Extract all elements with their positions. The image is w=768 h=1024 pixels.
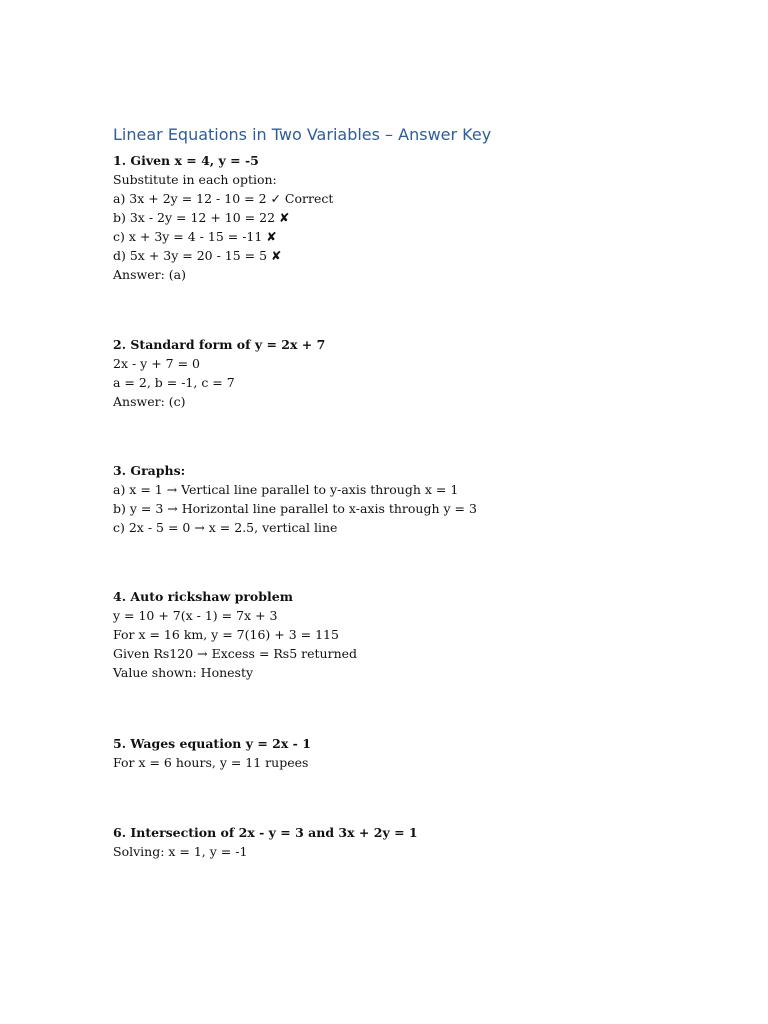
question-4-line: y = 10 + 7(x - 1) = 7x + 3 [113, 608, 278, 623]
question-2-answer: Answer: (c) [113, 394, 186, 409]
question-6-line: Solving: x = 1, y = -1 [113, 844, 248, 859]
question-1-heading: 1. Given x = 4, y = -5 [113, 153, 259, 168]
question-5-line: For x = 6 hours, y = 11 rupees [113, 755, 309, 770]
document-title: Linear Equations in Two Variables – Answer Key [113, 125, 492, 144]
question-1-line: b) 3x - 2y = 12 + 10 = 22 ✘ [113, 210, 290, 225]
question-3-heading: 3. Graphs: [113, 463, 186, 478]
question-1-line: a) 3x + 2y = 12 - 10 = 2 ✓ Correct [113, 191, 334, 206]
question-2-heading: 2. Standard form of y = 2x + 7 [113, 337, 326, 352]
question-3-line: a) x = 1 → Vertical line parallel to y-axis through x = 1 [113, 482, 459, 497]
section-spacer [113, 682, 733, 734]
question-2-section [113, 335, 733, 411]
question-3-line: b) y = 3 → Horizontal line parallel to x-axis through y = 3 [113, 501, 477, 516]
section-spacer [113, 284, 733, 335]
question-5-section [113, 734, 733, 772]
question-1-section [113, 151, 733, 284]
question-2-line: a = 2, b = -1, c = 7 [113, 375, 235, 390]
question-4-line: Value shown: Honesty [113, 665, 254, 680]
question-1-line: Substitute in each option: [113, 172, 277, 187]
section-spacer [113, 411, 733, 461]
question-4-line: Given Rs120 → Excess = Rs5 returned [113, 646, 358, 661]
question-1-line: c) x + 3y = 4 - 15 = -11 ✘ [113, 229, 277, 244]
question-1-line: d) 5x + 3y = 20 - 15 = 5 ✘ [113, 248, 282, 263]
question-3-section [113, 461, 733, 537]
question-1-answer: Answer: (a) [113, 267, 186, 282]
question-6-section [113, 823, 733, 861]
question-3-line: c) 2x - 5 = 0 → x = 2.5, vertical line [113, 520, 338, 535]
question-4-section [113, 587, 733, 682]
question-5-heading: 5. Wages equation y = 2x - 1 [113, 736, 311, 751]
section-spacer [113, 772, 733, 823]
question-4-heading: 4. Auto rickshaw problem [113, 589, 293, 604]
question-6-heading: 6. Intersection of 2x - y = 3 and 3x + 2y = 1 [113, 825, 418, 840]
section-spacer [113, 537, 733, 587]
question-2-line: 2x - y + 7 = 0 [113, 356, 200, 371]
question-4-line: For x = 16 km, y = 7(16) + 3 = 115 [113, 627, 339, 642]
answer-key-document [113, 124, 733, 861]
